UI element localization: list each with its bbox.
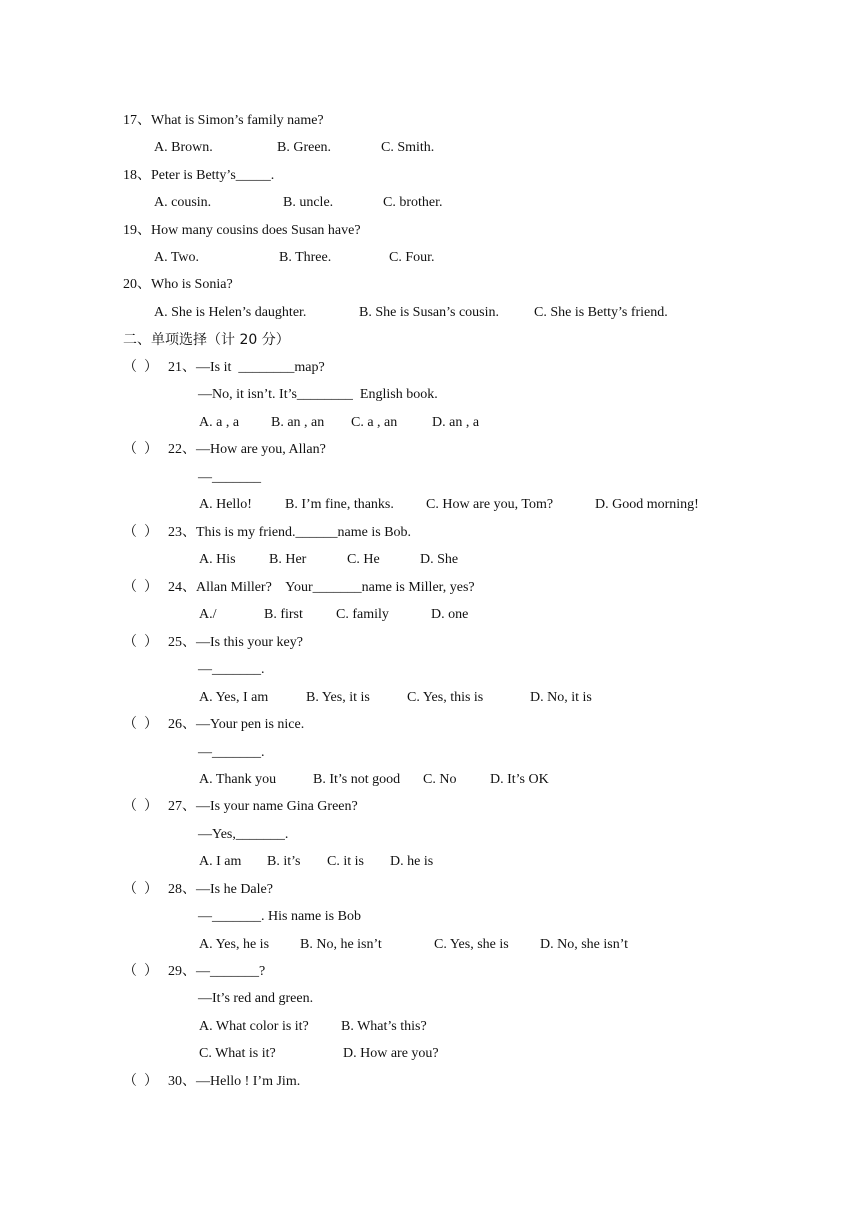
q28-text-end: . His name is Bob — [261, 909, 361, 924]
q27-text: —Yes, — [198, 827, 236, 842]
question-18-stem — [123, 167, 274, 185]
q21-line2 — [198, 386, 438, 404]
q26-dash: — — [198, 745, 212, 760]
q30-paren: （ ） — [123, 1074, 158, 1089]
q29-option-a: A. What color is it? — [199, 1019, 309, 1034]
q27-option-c: C. it is — [327, 854, 364, 869]
q18-option-b: B. uncle. — [283, 195, 334, 210]
q21-option-c: C. a , an — [351, 415, 398, 430]
q28-dash: — — [198, 909, 212, 924]
q28-option-d: D. No, she isn’t — [540, 937, 629, 952]
q29-text: 29、— — [168, 964, 210, 979]
question-20-stem: 20、Who is Sonia? — [123, 277, 233, 292]
q26-line1: 26、—Your pen is nice. — [168, 717, 305, 732]
q30-line1: 30、—Hello ! I’m Jim. — [168, 1074, 301, 1089]
q29-line1 — [168, 963, 265, 981]
q26-period: . — [261, 745, 265, 760]
q21-line1-text: 21、—Is it — [168, 360, 239, 375]
q29-blank: _______ — [210, 964, 259, 979]
q23-blank: ______ — [295, 525, 338, 540]
q21-option-d: D. an , a — [432, 415, 480, 430]
q24-option-a: A./ — [199, 607, 217, 622]
q29-option-d: D. How are you? — [343, 1046, 439, 1061]
q26-blank: _______ — [212, 745, 261, 760]
question-19-stem: 19、How many cousins does Susan have? — [123, 223, 361, 238]
q27-blank: _______ — [235, 827, 285, 842]
q28-blank: _______ — [212, 909, 261, 924]
q19-option-b: B. Three. — [279, 250, 332, 265]
q29-line2: —It’s red and green. — [198, 991, 314, 1006]
q24-blank: _______ — [312, 580, 362, 595]
q18-stem-text: 18、Peter is Betty’s — [123, 168, 236, 183]
q25-option-a: A. Yes, I am — [199, 690, 269, 705]
q23-option-b: B. Her — [269, 552, 307, 567]
q26-option-c: C. No — [423, 772, 457, 787]
q21-option-a: A. a , a — [199, 415, 240, 430]
q22-option-c: C. How are you, Tom? — [426, 497, 554, 512]
q25-paren: （ ） — [123, 635, 158, 650]
q22-blank: _______ — [212, 470, 261, 485]
q23-option-d: D. She — [420, 552, 459, 567]
q25-option-d: D. No, it is — [530, 690, 592, 705]
q20-option-b: B. She is Susan’s cousin. — [359, 305, 500, 320]
q21-option-b: B. an , an — [271, 415, 325, 430]
q26-paren: （ ） — [123, 717, 158, 732]
q17-option-a: A. Brown. — [154, 140, 213, 155]
q28-option-c: C. Yes, she is — [434, 937, 509, 952]
q21-line1-end: map? — [294, 360, 325, 375]
q19-option-c: C. Four. — [389, 250, 435, 265]
q23-text-end: name is Bob. — [337, 525, 412, 540]
q23-line1 — [168, 524, 411, 542]
q24-option-d: D. one — [431, 607, 469, 622]
q21-line1 — [168, 359, 325, 377]
q17-option-c: C. Smith. — [381, 140, 435, 155]
q22-option-b: B. I’m fine, thanks. — [285, 497, 394, 512]
q19-option-a: A. Two. — [154, 250, 200, 265]
q27-option-b: B. it’s — [267, 854, 301, 869]
q25-blank: _______ — [212, 662, 261, 677]
q25-dash: — — [198, 662, 212, 677]
q22-option-a: A. Hello! — [199, 497, 252, 512]
q22-line2 — [198, 469, 261, 487]
q22-line1: 22、—How are you, Allan? — [168, 442, 326, 457]
q27-line1: 27、—Is your name Gina Green? — [168, 799, 358, 814]
q29-option-b: B. What’s this? — [341, 1019, 427, 1034]
q28-option-b: B. No, he isn’t — [300, 937, 382, 952]
q27-paren: （ ） — [123, 799, 158, 814]
q24-text: 24、Allan Miller? Your — [168, 580, 313, 595]
q18-stem-end: . — [270, 168, 275, 183]
q21-paren: （ ） — [123, 360, 158, 375]
q20-option-a: A. She is Helen’s daughter. — [154, 305, 307, 320]
q17-option-b: B. Green. — [277, 140, 332, 155]
q26-option-b: B. It’s not good — [313, 772, 401, 787]
q28-paren: （ ） — [123, 882, 158, 897]
q29-paren: （ ） — [123, 964, 158, 979]
q18-option-a: A. cousin. — [154, 195, 212, 210]
q18-blank: _____ — [235, 168, 271, 183]
q21-blank-1: ________ — [238, 360, 295, 375]
q26-line2 — [198, 744, 265, 762]
q29-question-mark: ? — [259, 964, 266, 979]
q23-paren: （ ） — [123, 525, 158, 540]
q22-dash: — — [198, 470, 212, 485]
q22-option-d: D. Good morning! — [595, 497, 699, 512]
q25-option-c: C. Yes, this is — [407, 690, 484, 705]
q26-option-d: D. It’s OK — [490, 772, 549, 787]
q21-blank-2: ________ — [296, 387, 353, 402]
q25-option-b: B. Yes, it is — [306, 690, 370, 705]
q28-option-a: A. Yes, he is — [199, 937, 270, 952]
q27-option-a: A. I am — [199, 854, 242, 869]
q18-option-c: C. brother. — [383, 195, 443, 210]
q24-text-end: name is Miller, yes? — [361, 580, 475, 595]
q25-line1: 25、—Is this your key? — [168, 635, 303, 650]
q26-option-a: A. Thank you — [199, 772, 277, 787]
q22-paren: （ ） — [123, 442, 158, 457]
q24-line1 — [168, 579, 475, 597]
q27-option-d: D. he is — [390, 854, 434, 869]
q27-line2 — [198, 826, 288, 844]
q27-period: . — [284, 827, 289, 842]
question-17-stem: 17、What is Simon’s family name? — [123, 113, 324, 128]
q20-option-c: C. She is Betty’s friend. — [534, 305, 668, 320]
q24-option-c: C. family — [336, 607, 389, 622]
q29-option-c: C. What is it? — [199, 1046, 276, 1061]
q28-line2 — [198, 908, 361, 926]
section-heading: 二、单项选择（计 20 分） — [123, 332, 290, 348]
q24-option-b: B. first — [264, 607, 303, 622]
q24-paren: （ ） — [123, 580, 158, 595]
q28-line1: 28、—Is he Dale? — [168, 882, 273, 897]
q25-line2 — [198, 661, 265, 679]
q21-line2-end: English book. — [352, 387, 438, 402]
q21-line2-text: —No, it isn’t. It’s — [198, 387, 297, 402]
q23-text: 23、This is my friend. — [168, 525, 296, 540]
q23-option-c: C. He — [347, 552, 380, 567]
q23-option-a: A. His — [199, 552, 236, 567]
q25-period: . — [261, 662, 265, 677]
